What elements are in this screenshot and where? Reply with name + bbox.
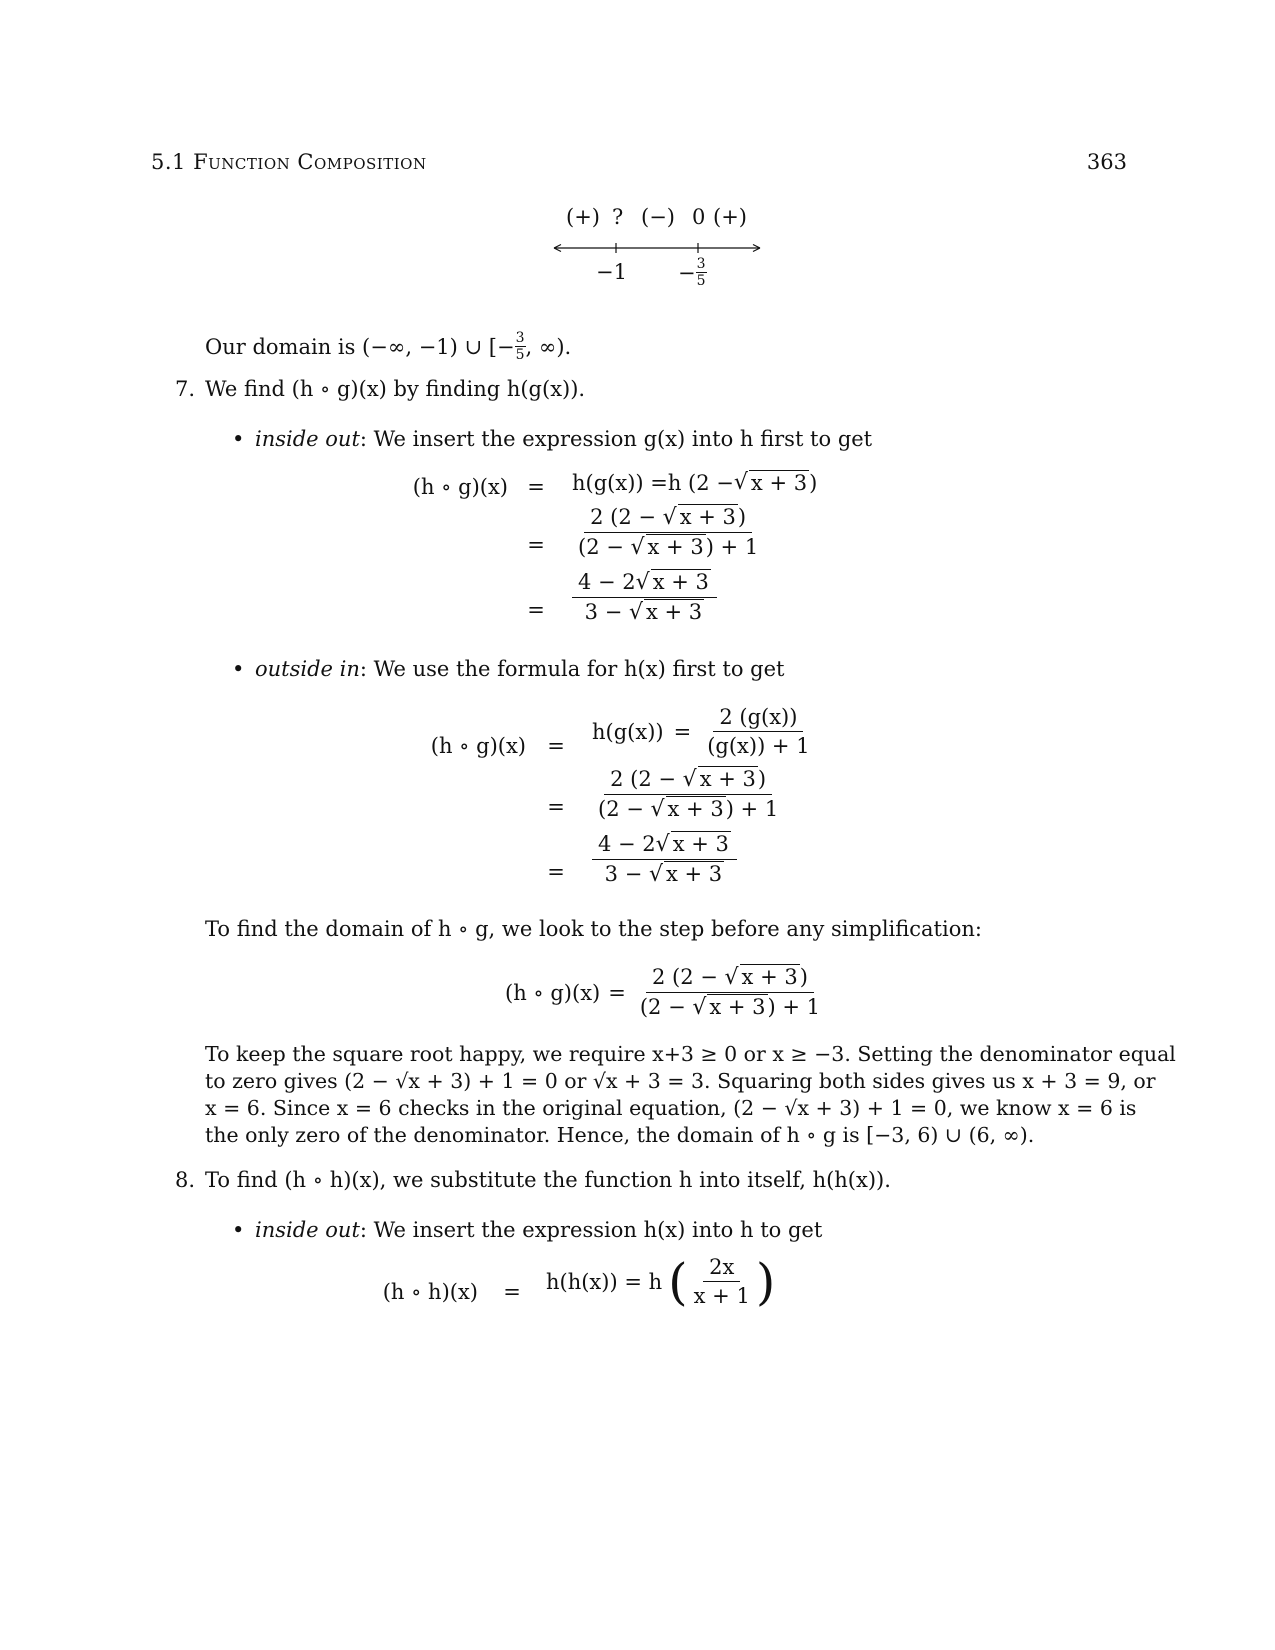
outside-in-text: : We use the formula for h(x) first to get (359, 657, 785, 681)
eq-sign: = (547, 860, 565, 884)
running-header-section: 5.1 Function Composition (151, 150, 427, 174)
domain-suffix: , ∞). (525, 334, 572, 359)
tick-label-neg-one: −1 (596, 260, 627, 284)
eq-lhs-hoh: (h ∘ h)(x) (382, 1280, 478, 1304)
domain-intro: To find the domain of h ∘ g, we look to the step before any simplification: (205, 917, 982, 941)
sqrt-icon: √ (650, 797, 665, 822)
close-paren: ) (757, 767, 767, 791)
close-paren: ) (799, 965, 808, 989)
radicand: x + 3 (667, 797, 724, 821)
eq-rhs-2 (592, 767, 784, 822)
sqrt-icon: √ (682, 767, 697, 792)
eq-rhs-1 (572, 470, 817, 495)
sqrt-icon: √ (733, 470, 748, 495)
sqrt-icon: √ (648, 862, 664, 887)
expr-hgx: h(g(x)) =h (2 − (572, 470, 734, 495)
tick-frac-den: 5 (696, 273, 706, 289)
sqrt-icon: √ (655, 832, 670, 857)
eq-sign-inline: = (673, 719, 692, 744)
item-7-number: 7. (175, 377, 196, 401)
eq-rhs-hoh (546, 1252, 776, 1311)
domain-frac-den: 5 (515, 347, 525, 363)
frac-den: (g(x)) + 1 (707, 734, 810, 758)
eq-sign: = (527, 598, 545, 622)
item-8-inside-out-line (255, 1218, 822, 1242)
sqrt-icon: √ (724, 965, 739, 990)
sign-zero: 0 (692, 205, 706, 229)
expr-text: 4 − 2 (578, 570, 636, 594)
expr-text: (2 − (639, 995, 693, 1019)
eq-lhs-hog: (h ∘ g)(x) (430, 734, 526, 758)
eq-sign: = (527, 475, 545, 499)
expr-text: 4 − 2 (598, 832, 656, 856)
radicand: x + 3 (679, 505, 736, 529)
radicand: x + 3 (647, 535, 704, 559)
frac-num: 2x (703, 1255, 740, 1282)
inside-out-text: : We insert the expression g(x) into h first to get (359, 427, 873, 451)
item-8-text: To find (h ∘ h)(x), we substitute the function h into itself, h(h(x)). (205, 1168, 891, 1192)
domain-equation (505, 965, 826, 1020)
sign-plus-left: (+) (566, 205, 600, 229)
eq-lhs-hog: (h ∘ g)(x) (505, 980, 601, 1005)
close-paren: ) (737, 505, 747, 529)
page-number: 363 (1086, 150, 1127, 174)
eq-sign: = (527, 533, 545, 557)
expr-text: (2 − (598, 797, 651, 821)
expr-text: 3 − (584, 600, 629, 624)
right-paren-large: ) (755, 1252, 776, 1311)
sqrt-icon: √ (628, 600, 644, 625)
eq-sign: = (547, 734, 565, 758)
expr-text: 2 (2 − (590, 505, 663, 529)
outside-in-label: outside in (255, 657, 360, 681)
eq-rhs-3 (572, 570, 717, 625)
radicand: x + 3 (750, 471, 808, 495)
expr-text: (2 − (578, 535, 631, 559)
sign-undefined: ? (612, 205, 624, 229)
sqrt-icon: √ (630, 535, 645, 560)
eq-sign: = (608, 980, 626, 1005)
radicand: x + 3 (741, 965, 798, 989)
expr-text: 2 (2 − (651, 965, 725, 989)
radicand: x + 3 (652, 570, 709, 594)
explanation-line: To keep the square root happy, we require x+3 ≥ 0 or x ≥ −3. Setting the denominator equal (205, 1042, 1176, 1066)
expr-text: ) + 1 (767, 995, 821, 1019)
expr-text: 3 − (604, 862, 649, 886)
domain-frac-num: 3 (515, 330, 525, 346)
explanation-line: to zero gives (2 − √x + 3) + 1 = 0 or √x + 3 = 3. Squaring both sides gives us x + 3 = 9, or (205, 1069, 1156, 1093)
eq-sign: = (503, 1280, 521, 1304)
sign-minus: (−) (641, 205, 675, 229)
sqrt-icon: √ (692, 995, 707, 1020)
frac-den: x + 1 (693, 1284, 750, 1308)
eq-rhs-2 (572, 505, 764, 560)
radicand: x + 3 (709, 995, 766, 1019)
sign-plus-right: (+) (713, 205, 747, 229)
inside-out-text: : We insert the expression h(x) into h to get (359, 1218, 823, 1242)
left-paren-large: ( (668, 1252, 688, 1311)
inside-out-label: inside out (255, 1218, 360, 1242)
domain-result (205, 330, 571, 363)
frac-num: 2 (g(x)) (713, 705, 803, 732)
inside-out-line (255, 427, 872, 451)
radicand: x + 3 (672, 832, 729, 856)
expr-hgx: h(g(x)) (592, 719, 664, 744)
eq-sign: = (547, 795, 565, 819)
bullet-dot: • (232, 657, 245, 681)
eq-rhs-3 (592, 832, 737, 887)
expr-hhx: h(h(x)) = h (546, 1269, 663, 1294)
number-line (550, 240, 765, 256)
radicand: x + 3 (646, 600, 703, 624)
explanation-line: the only zero of the denominator. Hence, the domain of h ∘ g is [−3, 6) ∪ (6, ∞). (205, 1123, 1035, 1147)
eq-lhs-hog: (h ∘ g)(x) (412, 475, 508, 499)
inside-out-label: inside out (255, 427, 360, 451)
expr-text: 2 (2 − (610, 767, 683, 791)
outside-in-line (255, 657, 784, 681)
tick-frac-num: 3 (696, 256, 706, 272)
domain-prefix: Our domain is (−∞, −1) ∪ [− (205, 334, 515, 359)
sqrt-icon: √ (635, 570, 650, 595)
radicand: x + 3 (666, 862, 723, 886)
eq-rhs-1 (592, 705, 816, 758)
expr-text: ) + 1 (705, 535, 759, 559)
close-paren: ) (809, 470, 818, 495)
bullet-dot: • (232, 1218, 245, 1242)
item-8-number: 8. (175, 1168, 196, 1192)
radicand: x + 3 (699, 767, 756, 791)
tick-label-neg-three-fifths: − $\frac{3}{5}$ (678, 256, 706, 289)
explanation-line: x = 6. Since x = 6 checks in the original equation, (2 − √x + 3) + 1 = 0, we know x = 6 is (205, 1096, 1137, 1120)
sqrt-icon: √ (662, 505, 677, 530)
expr-text: ) + 1 (725, 797, 779, 821)
bullet-dot: • (232, 427, 245, 451)
item-7-text: We find (h ∘ g)(x) by finding h(g(x)). (205, 377, 586, 401)
